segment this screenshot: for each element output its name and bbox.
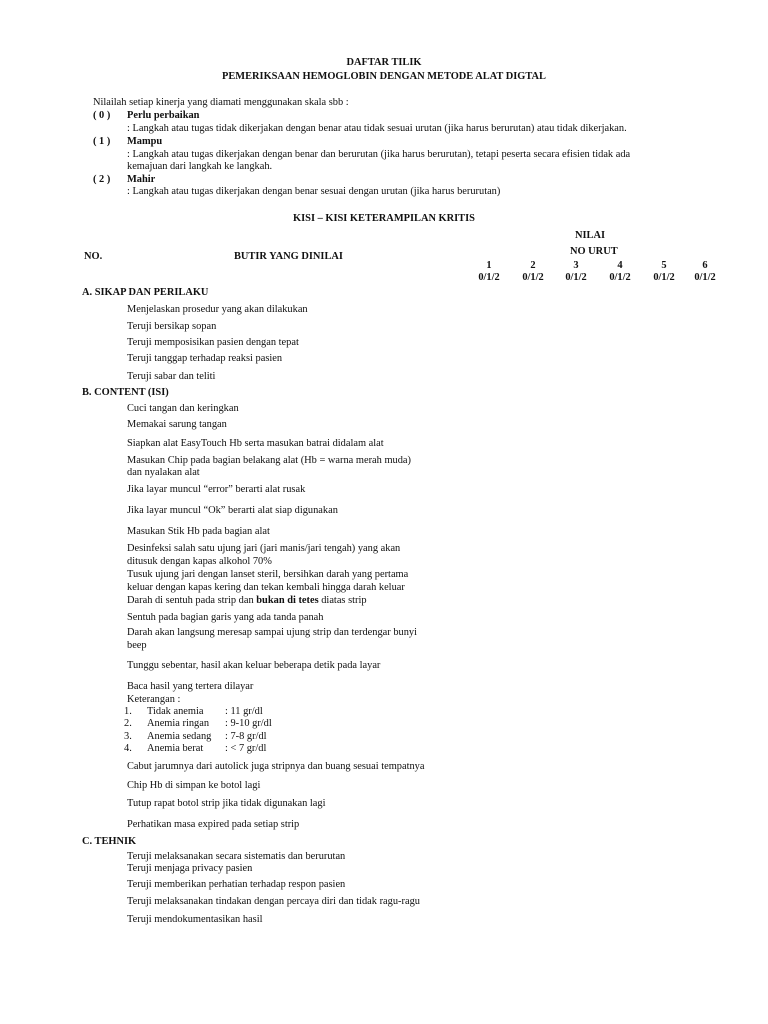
item-c2: Teruji menjaga privacy pasien xyxy=(127,863,253,874)
item-b18: Perhatikan masa expired pada setiap strip xyxy=(127,819,300,830)
scale-desc-0: : Langkah atau tugas tidak dikerjakan dengan benar atau tidak sesuai urutan (jika harus berurutan) atau tidak dikerjakan. xyxy=(127,123,627,134)
item-b10-emphasis: bukan di tetes xyxy=(256,595,319,606)
item-b9b: keluar dengan kapas kering dan tekan kembali hingga darah keluar xyxy=(127,582,405,593)
item-b13: Tunggu sebentar, hasil akan keluar beberapa detik pada layar xyxy=(127,660,381,671)
header-no: NO. xyxy=(84,251,103,262)
item-a5: Teruji sabar dan teliti xyxy=(127,371,216,382)
item-a2: Teruji bersikap sopan xyxy=(127,321,217,332)
section-a-title: A. SIKAP DAN PERILAKU xyxy=(82,287,209,298)
scale-desc-1: : Langkah atau tugas dikerjakan dengan benar dan berurutan (jika harus berurutan), tetapi peserta secara efisien tidak ada xyxy=(127,149,631,160)
intro-text: Nilailah setiap kinerja yang diamati menggunakan skala sbb : xyxy=(93,97,349,108)
col-score-4: 0/1/2 xyxy=(609,272,631,283)
ket-value-4: : < 7 gr/dl xyxy=(225,743,267,754)
header-nilai: NILAI xyxy=(575,230,606,241)
col-num-6: 6 xyxy=(702,260,708,271)
item-b1: Cuci tangan dan keringkan xyxy=(127,403,239,414)
item-b15: Cabut jarumnya dari autolick juga stripnya dan buang sesuai tempatnya xyxy=(127,761,425,772)
ket-num-1: 1. xyxy=(124,706,132,717)
col-num-4: 4 xyxy=(617,260,623,271)
item-b16: Chip Hb di simpan ke botol lagi xyxy=(127,780,261,791)
item-b3: Siapkan alat EasyTouch Hb serta masukan batrai didalam alat xyxy=(127,438,384,449)
ket-label-2: Anemia ringan xyxy=(147,718,210,729)
ket-label-3: Anemia sedang xyxy=(147,731,212,742)
col-num-2: 2 xyxy=(530,260,536,271)
col-num-3: 3 xyxy=(573,260,579,271)
col-num-1: 1 xyxy=(486,260,492,271)
item-b12a: Darah akan langsung meresap sampai ujung strip dan terdengar bunyi xyxy=(127,627,417,638)
item-c3: Teruji memberikan perhatian terhadap respon pasien xyxy=(127,879,346,890)
item-c5: Teruji mendokumentasikan hasil xyxy=(127,914,263,925)
item-b10-part3: diatas strip xyxy=(318,595,367,606)
item-b11: Sentuh pada bagian garis yang ada tanda panah xyxy=(127,612,324,623)
item-c1: Teruji melaksanakan secara sistematis dan berurutan xyxy=(127,851,346,862)
item-a4: Teruji tanggap terhadap reaksi pasien xyxy=(127,353,283,364)
section-c-title: C. TEHNIK xyxy=(82,836,137,847)
item-b4b: dan nyalakan alat xyxy=(127,467,200,478)
header-butir: BUTIR YANG DINILAI xyxy=(234,251,343,262)
scale-name-2: Mahir xyxy=(127,174,156,185)
item-b4a: Masukan Chip pada bagian belakang alat (Hb = warna merah muda) xyxy=(127,455,411,466)
item-b10 xyxy=(127,595,367,607)
scale-name-1: Mampu xyxy=(127,136,163,147)
item-b8b: ditusuk dengan kapas alkohol 70% xyxy=(127,556,272,567)
col-score-3: 0/1/2 xyxy=(565,272,587,283)
item-b12b: beep xyxy=(127,640,147,651)
item-b6: Jika layar muncul “Ok” berarti alat siap digunakan xyxy=(127,505,338,516)
item-b2: Memakai sarung tangan xyxy=(127,419,227,430)
item-b14: Baca hasil yang tertera dilayar xyxy=(127,681,254,692)
scale-desc-2: : Langkah atau tugas dikerjakan dengan benar sesuai dengan urutan (jika harus berurutan) xyxy=(127,186,501,197)
document-title: DAFTAR TILIK xyxy=(346,57,422,68)
item-b17: Tutup rapat botol strip jika tidak digunakan lagi xyxy=(127,798,326,809)
col-score-2: 0/1/2 xyxy=(522,272,544,283)
item-c4: Teruji melaksanakan tindakan dengan percaya diri dan tidak ragu-ragu xyxy=(127,896,420,907)
item-b7: Masukan Stik Hb pada bagian alat xyxy=(127,526,270,537)
item-a1: Menjelaskan prosedur yang akan dilakukan xyxy=(127,304,308,315)
ket-label-4: Anemia berat xyxy=(147,743,204,754)
item-b8a: Desinfeksi salah satu ujung jari (jari manis/jari tengah) yang akan xyxy=(127,543,401,554)
ket-value-1: : 11 gr/dl xyxy=(225,706,263,717)
scale-code-1: ( 1 ) xyxy=(93,136,111,147)
scale-name-0: Perlu perbaikan xyxy=(127,110,200,121)
document-subtitle: PEMERIKSAAN HEMOGLOBIN DENGAN METODE ALAT DIGTAL xyxy=(222,71,546,82)
ket-value-3: : 7-8 gr/dl xyxy=(225,731,267,742)
ket-num-2: 2. xyxy=(124,718,132,729)
ket-num-3: 3. xyxy=(124,731,132,742)
col-score-6: 0/1/2 xyxy=(694,272,716,283)
keterangan-label: Keterangan : xyxy=(127,694,181,705)
ket-label-1: Tidak anemia xyxy=(147,706,204,717)
item-a3: Teruji memposisikan pasien dengan tepat xyxy=(127,337,299,348)
scale-code-0: ( 0 ) xyxy=(93,110,111,121)
ket-num-4: 4. xyxy=(124,743,132,754)
col-score-5: 0/1/2 xyxy=(653,272,675,283)
col-score-1: 0/1/2 xyxy=(478,272,500,283)
section-b-title: B. CONTENT (ISI) xyxy=(82,387,169,398)
kisi-title: KISI – KISI KETERAMPILAN KRITIS xyxy=(293,213,475,224)
item-b9a: Tusuk ujung jari dengan lanset steril, bersihkan darah yang pertama xyxy=(127,569,409,580)
item-b10-part1: Darah di sentuh pada strip dan xyxy=(127,595,257,606)
header-no-urut: NO URUT xyxy=(570,246,618,257)
scale-desc-1b: kemajuan dari langkah ke langkah. xyxy=(127,161,273,172)
item-b5: Jika layar muncul “error” berarti alat rusak xyxy=(127,484,306,495)
ket-value-2: : 9-10 gr/dl xyxy=(225,718,272,729)
scale-code-2: ( 2 ) xyxy=(93,174,111,185)
col-num-5: 5 xyxy=(661,260,667,271)
